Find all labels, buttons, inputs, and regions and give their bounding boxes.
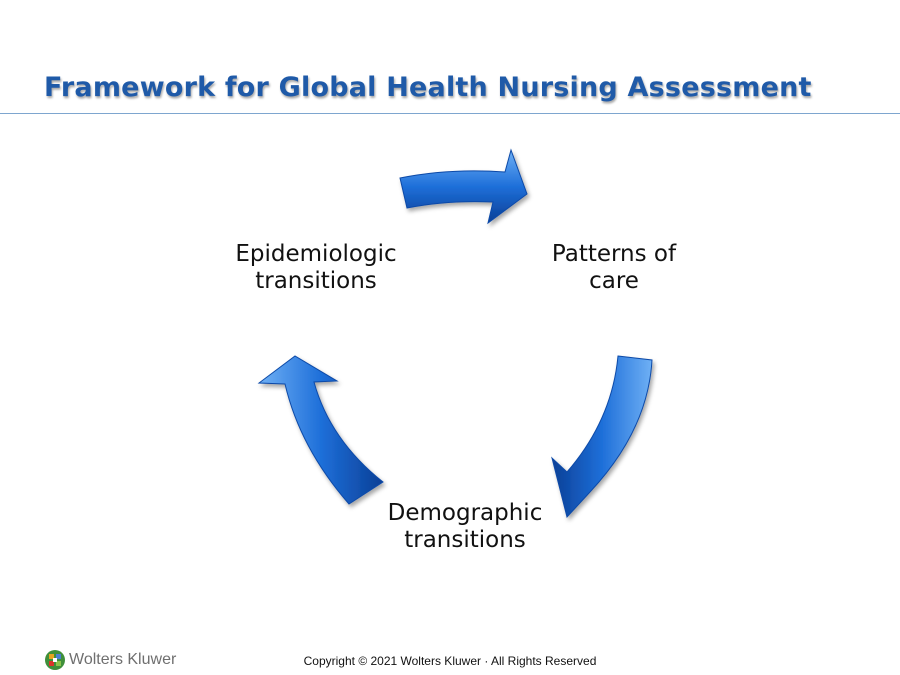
- node-label-line1: Demographic: [387, 500, 543, 526]
- node-label-line2: transitions: [404, 527, 526, 553]
- node-label-line2: transitions: [255, 268, 377, 294]
- brand-name: Wolters Kluwer: [69, 651, 177, 668]
- arrow-to-patterns-of-care: [400, 150, 527, 223]
- copyright-notice: [0, 654, 900, 668]
- arrow-to-demographic-transitions: [552, 356, 652, 517]
- arrow-to-epidemiologic-transitions: [259, 356, 383, 504]
- slide-title: Framework for Global Health Nursing Assessment: [44, 72, 812, 103]
- node-patterns-of-care: [524, 241, 704, 295]
- node-label-line2: care: [589, 268, 639, 294]
- node-label-line1: Epidemiologic: [235, 241, 397, 267]
- copyright-text: Copyright © 2021 Wolters Kluwer · All Rights Reserved: [303, 654, 597, 668]
- node-epidemiologic-transitions: [216, 241, 416, 295]
- node-demographic-transitions: [365, 500, 565, 554]
- node-label-line1: Patterns of: [551, 241, 677, 267]
